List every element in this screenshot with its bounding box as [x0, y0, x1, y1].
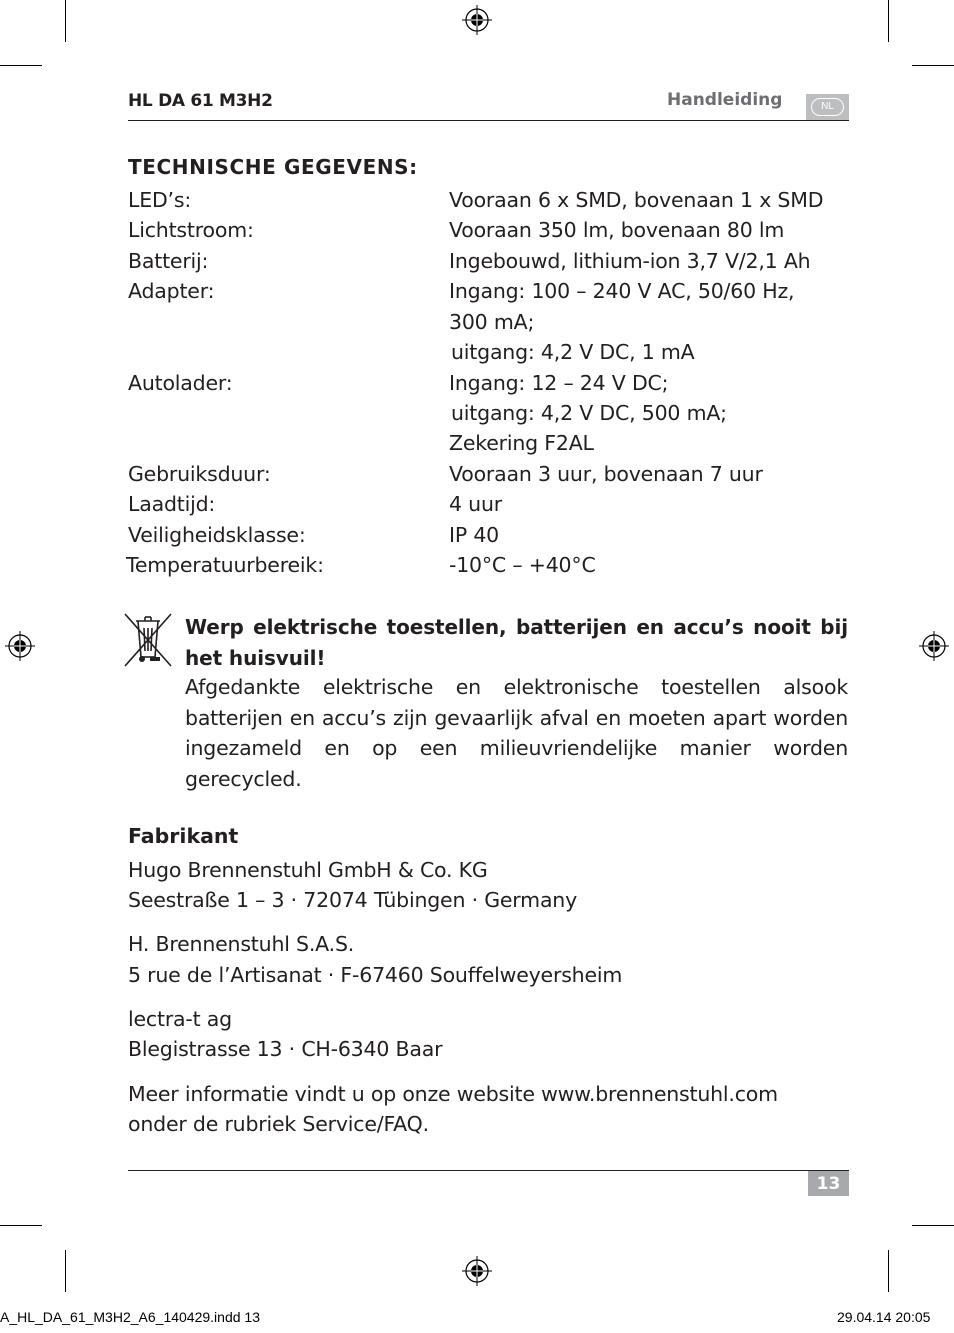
company-address: 5 rue de l’Artisanat · F-67460 Souffelweyersheim	[128, 963, 623, 987]
spec-label: Batterij:	[128, 249, 209, 273]
language-badge-label: NL	[811, 98, 844, 116]
spec-label: Lichtstroom:	[128, 218, 254, 242]
model-number: HL DA 61 M3H2	[128, 91, 273, 111]
spec-value: Vooraan 350 lm, bovenaan 80 lm	[449, 218, 785, 242]
company-name: Hugo Brennenstuhl GmbH & Co. KG	[128, 858, 488, 882]
crop-mark	[888, 1250, 889, 1292]
spec-label: Veiligheidsklasse:	[128, 523, 306, 547]
crop-mark	[65, 1250, 66, 1292]
section-title: Handleiding	[667, 90, 783, 110]
spec-value: -10°C – +40°C	[449, 553, 596, 577]
print-slug-date: 29.04.14 20:05	[837, 1309, 931, 1325]
crop-mark	[912, 65, 954, 66]
page-number: 13	[808, 1171, 849, 1196]
website-info: Meer informatie vindt u op onze website www.brennenstuhl.com	[128, 1082, 778, 1106]
crop-mark	[0, 65, 42, 66]
spec-value: uitgang: 4,2 V DC, 1 mA	[451, 340, 695, 364]
crop-mark	[912, 1225, 954, 1226]
website-info: onder de rubriek Service/FAQ.	[128, 1112, 429, 1136]
disposal-warning-text: Afgedankte elektrische en elektronische toestellen alsook batterijen en accu’s zijn gevaarlijk afval en moeten apart worden ingezameld en op een milieuvriendelijke manier worden gerecycled.	[185, 675, 848, 791]
company-address: Seestraße 1 – 3 · 72074 Tübingen · Germany	[128, 888, 578, 912]
spec-value: Vooraan 6 x SMD, bovenaan 1 x SMD	[449, 188, 824, 212]
specs-title: TECHNISCHE GEGEVENS:	[128, 155, 418, 179]
spec-value: Zekering F2AL	[449, 431, 594, 455]
spec-label: Autolader:	[128, 371, 233, 395]
spec-value: 4 uur	[449, 492, 502, 516]
disposal-warning-heading: Werp elektrische toestellen, batterijen en accu’s nooit bij het huisvuil!	[185, 615, 848, 670]
footer-rule	[128, 1170, 849, 1171]
crop-mark	[888, 0, 889, 42]
spec-label: Adapter:	[128, 279, 215, 303]
spec-value: Vooraan 3 uur, bovenaan 7 uur	[449, 462, 763, 486]
crop-mark	[65, 0, 66, 42]
spec-value: Ingebouwd, lithium-ion 3,7 V/2,1 Ah	[449, 249, 811, 273]
registration-mark-icon	[5, 631, 35, 661]
company-address: Blegistrasse 13 · CH-6340 Baar	[128, 1037, 443, 1061]
company-name: H. Brennenstuhl S.A.S.	[128, 932, 355, 956]
registration-mark-icon	[919, 631, 949, 661]
manufacturer-heading: Fabrikant	[128, 824, 239, 848]
registration-mark-icon	[462, 5, 492, 35]
registration-mark-icon	[462, 1256, 492, 1286]
spec-label: Laadtijd:	[128, 492, 216, 516]
language-badge	[806, 94, 849, 120]
spec-value: IP 40	[449, 523, 500, 547]
weee-crossed-bin-icon	[122, 611, 174, 669]
spec-value: Ingang: 12 – 24 V DC;	[449, 371, 669, 395]
header-rule	[128, 120, 849, 121]
spec-value: Ingang: 100 – 240 V AC, 50/60 Hz,	[449, 279, 795, 303]
spec-value: 300 mA;	[449, 310, 535, 334]
spec-label: LED’s:	[128, 188, 192, 212]
spec-label: Temperatuurbereik:	[126, 553, 324, 577]
spec-label: Gebruiksduur:	[128, 462, 271, 486]
print-slug-file: A_HL_DA_61_M3H2_A6_140429.indd 13	[0, 1309, 260, 1325]
spec-value: uitgang: 4,2 V DC, 500 mA;	[451, 401, 727, 425]
company-name: lectra-t ag	[128, 1007, 232, 1031]
crop-mark	[0, 1225, 42, 1226]
